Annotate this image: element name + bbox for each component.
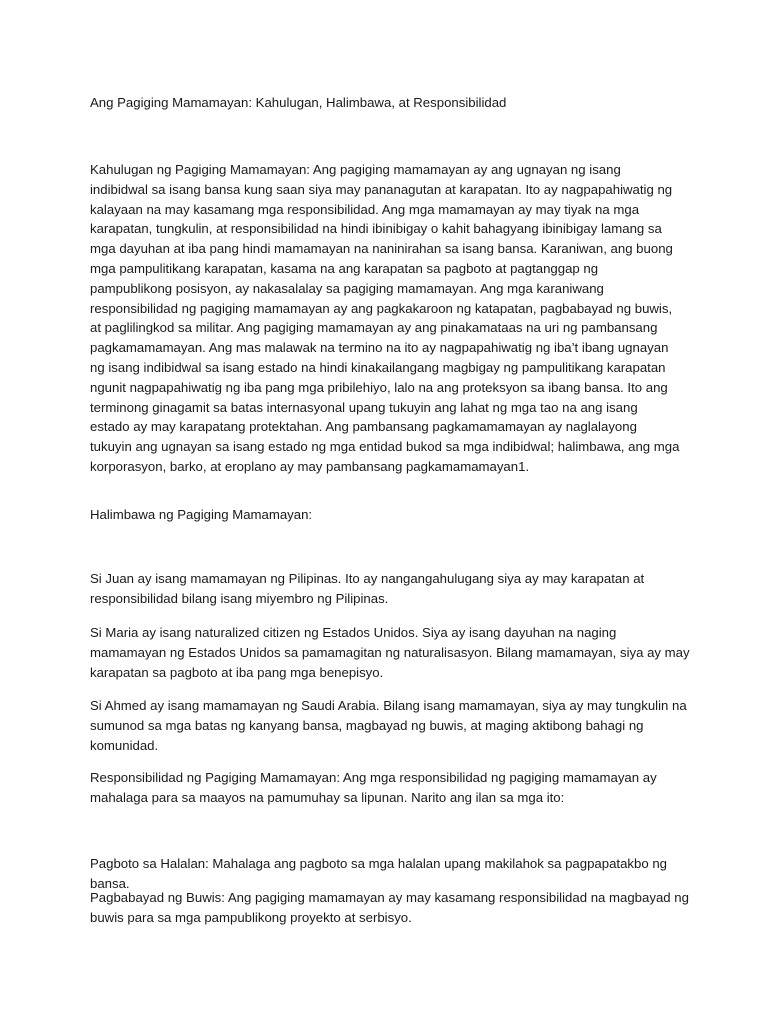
example-paragraph-juan: Si Juan ay isang mamamayan ng Pilipinas. Ito ay nangangahulugang siya ay may karapatan at responsibilidad bilang isang miyembro ng Pilipinas. [90,571,645,606]
document-title: Ang Pagiging Mamamayan: Kahulugan, Halimbawa, at Responsibilidad [90,95,507,110]
examples-heading: Halimbawa ng Pagiging Mamamayan: [90,507,313,522]
responsibilities-intro: Responsibilidad ng Pagiging Mamamayan: Ang mga responsibilidad ng pagiging mamamayan ay mahalaga para sa maayos na pamumuhay sa lipunan. Narito ang ilan sa mga ito: [90,770,657,805]
example-paragraph-maria: Si Maria ay isang naturalized citizen ng Estados Unidos. Siya ay isang dayuhan na naging mamamayan ng Estados Unidos sa pamamagitan ng naturalisasyon. Bilang mamamayan, siya ay may karapatan sa pagboto at iba pang mga benepisyo. [90,625,690,680]
definition-paragraph: Kahulugan ng Pagiging Mamamayan: Ang pagiging mamamayan ay ang ugnayan ng isang indibidwal sa isang bansa kung saan siya may pananagutan at karapatan. Ito ay nagpapahiwatig ng kalayaan na may kasamang mga responsibilidad. Ang mga mamamayan ay may tiyak na mga karapatan, tungkulin, at responsibilidad na hindi ibinibigay o kahit bahagyang ibinibigay lamang sa mga dayuhan at iba pang hindi mamamayan na naninirahan sa isang bansa. Karaniwan, ang buong mga pampulitikang karapatan, kasama na ang karapatan sa pagboto at pagtanggap ng pampublikong posisyon, ay nakasalalay sa pagiging mamamayan. Ang mga karaniwang responsibilidad ng pagiging mamamayan ay ang pagkakaroon ng katapatan, pagbabayad ng buwis, at paglilingkod sa militar. Ang pagiging mamamayan ay ang pinakamataas na uri ng pambansang pagkamamamayan. Ang mas malawak na termino na ito ay nagpapahiwatig ng iba’t ibang ugnayan ng isang indibidwal sa isang estado na hindi kinakailangang magbigay ng pampulitikang karapatan ngunit nagpapahiwatig ng iba pang mga pribilehiyo, lalo na ang proteksyon sa ibang bansa. Ito ang terminong ginagamit sa batas internasyonal upang tukuyin ang lahat ng mga tao na ang isang estado ay may karapatang protektahan. Ang pambansang pagkamamamayan ay naglalayong tukuyin ang ugnayan sa isang estado ng mga entidad bukod sa mga indibidwal; halimbawa, ang mga korporasyon, barko, at eroplano ay may pambansang pagkamamamayan1. [90,162,680,474]
responsibility-taxes: Pagbabayad ng Buwis: Ang pagiging mamamayan ay may kasamang responsibilidad na magbayad ng buwis para sa mga pampublikong proyekto at serbisyo. [90,890,689,925]
responsibility-voting: Pagboto sa Halalan: Mahalaga ang pagboto sa mga halalan upang makilahok sa pagpapatakbo ng bansa. [90,856,668,891]
example-paragraph-ahmed: Si Ahmed ay isang mamamayan ng Saudi Arabia. Bilang isang mamamayan, siya ay may tungkulin na sumunod sa mga batas ng kanyang bansa, magbayad ng buwis, at maging aktibong bahagi ng komunidad. [90,698,687,753]
